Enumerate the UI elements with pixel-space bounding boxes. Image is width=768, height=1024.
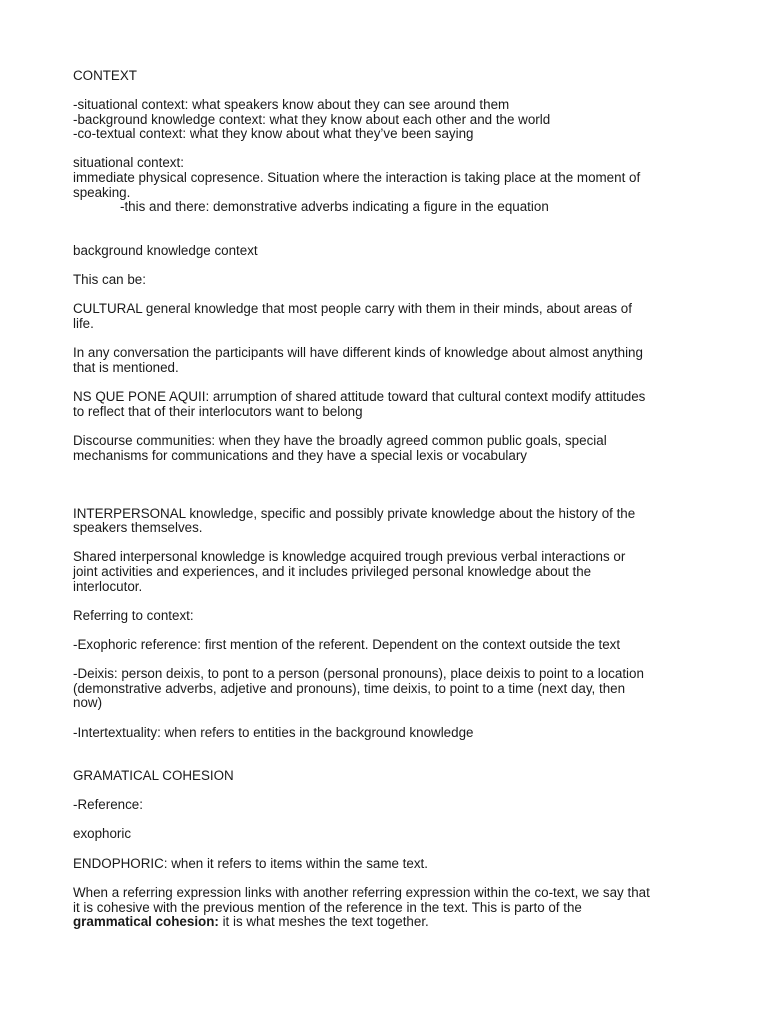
text-line: When a referring expression links with another referring expression within the co-text, we say that (73, 885, 650, 900)
text-line: that is mentioned. (73, 360, 179, 375)
text-line: situational context: (73, 155, 184, 170)
text-line: joint activities and experiences, and it includes privileged personal knowledge about the (73, 564, 592, 579)
text-line: -Exophoric reference: first mention of the referent. Dependent on the context outside the text (73, 637, 621, 652)
text-line: Discourse communities: when they have the broadly agreed common public goals, special (73, 433, 607, 448)
text-line: speaking. (73, 185, 131, 200)
text-line: This can be: (73, 272, 146, 287)
heading-context: CONTEXT (73, 68, 137, 83)
text-line: -Intertextuality: when refers to entities in the background knowledge (73, 725, 474, 740)
text-line: NS QUE PONE AQUII: arrumption of shared attitude toward that cultural context modify attitudes (73, 389, 646, 404)
text-line: -co-textual context: what they know about what they’ve been saying (73, 126, 474, 141)
text-line: it is cohesive with the previous mention of the reference in the text. This is parto of the (73, 900, 582, 915)
text-line: CULTURAL general knowledge that most people carry with them in their minds, about areas of (73, 301, 632, 316)
text-line: speakers themselves. (73, 520, 203, 535)
text-segment: it is what meshes the text together. (218, 914, 429, 929)
text-line: mechanisms for communications and they have a special lexis or vocabulary (73, 448, 528, 463)
text-line: -Deixis: person deixis, to pont to a person (personal pronouns), place deixis to point to a location (73, 666, 644, 681)
heading-gramatical-cohesion: GRAMATICAL COHESION (73, 768, 234, 783)
text-line: Shared interpersonal knowledge is knowledge acquired trough previous verbal interactions or (73, 549, 626, 564)
text-line-final (73, 915, 429, 930)
text-line: -situational context: what speakers know about they can see around them (73, 97, 510, 112)
text-line: Referring to context: (73, 608, 194, 623)
text-line: immediate physical copresence. Situation where the interaction is taking place at the moment of (73, 170, 641, 185)
text-line: (demonstrative adverbs, adjetive and pronouns), time deixis, to point to a time (next day, then (73, 681, 626, 696)
text-line: -Reference: (73, 797, 143, 812)
text-line: now) (73, 695, 103, 710)
text-line: exophoric (73, 826, 132, 841)
text-line: interlocutor. (73, 579, 143, 594)
text-line: ENDOPHORIC: when it refers to items within the same text. (73, 856, 428, 871)
text-line-indented: -this and there: demonstrative adverbs indicating a figure in the equation (120, 199, 549, 214)
text-line: life. (73, 316, 94, 331)
text-line: In any conversation the participants will have different kinds of knowledge about almost anything (73, 345, 643, 360)
text-line: background knowledge context (73, 243, 258, 258)
text-line: INTERPERSONAL knowledge, specific and possibly private knowledge about the history of the (73, 506, 636, 521)
bold-term: grammatical cohesion: (73, 914, 219, 929)
text-line: -background knowledge context: what they know about each other and the world (73, 112, 551, 127)
text-line: to reflect that of their interlocutors want to belong (73, 404, 363, 419)
